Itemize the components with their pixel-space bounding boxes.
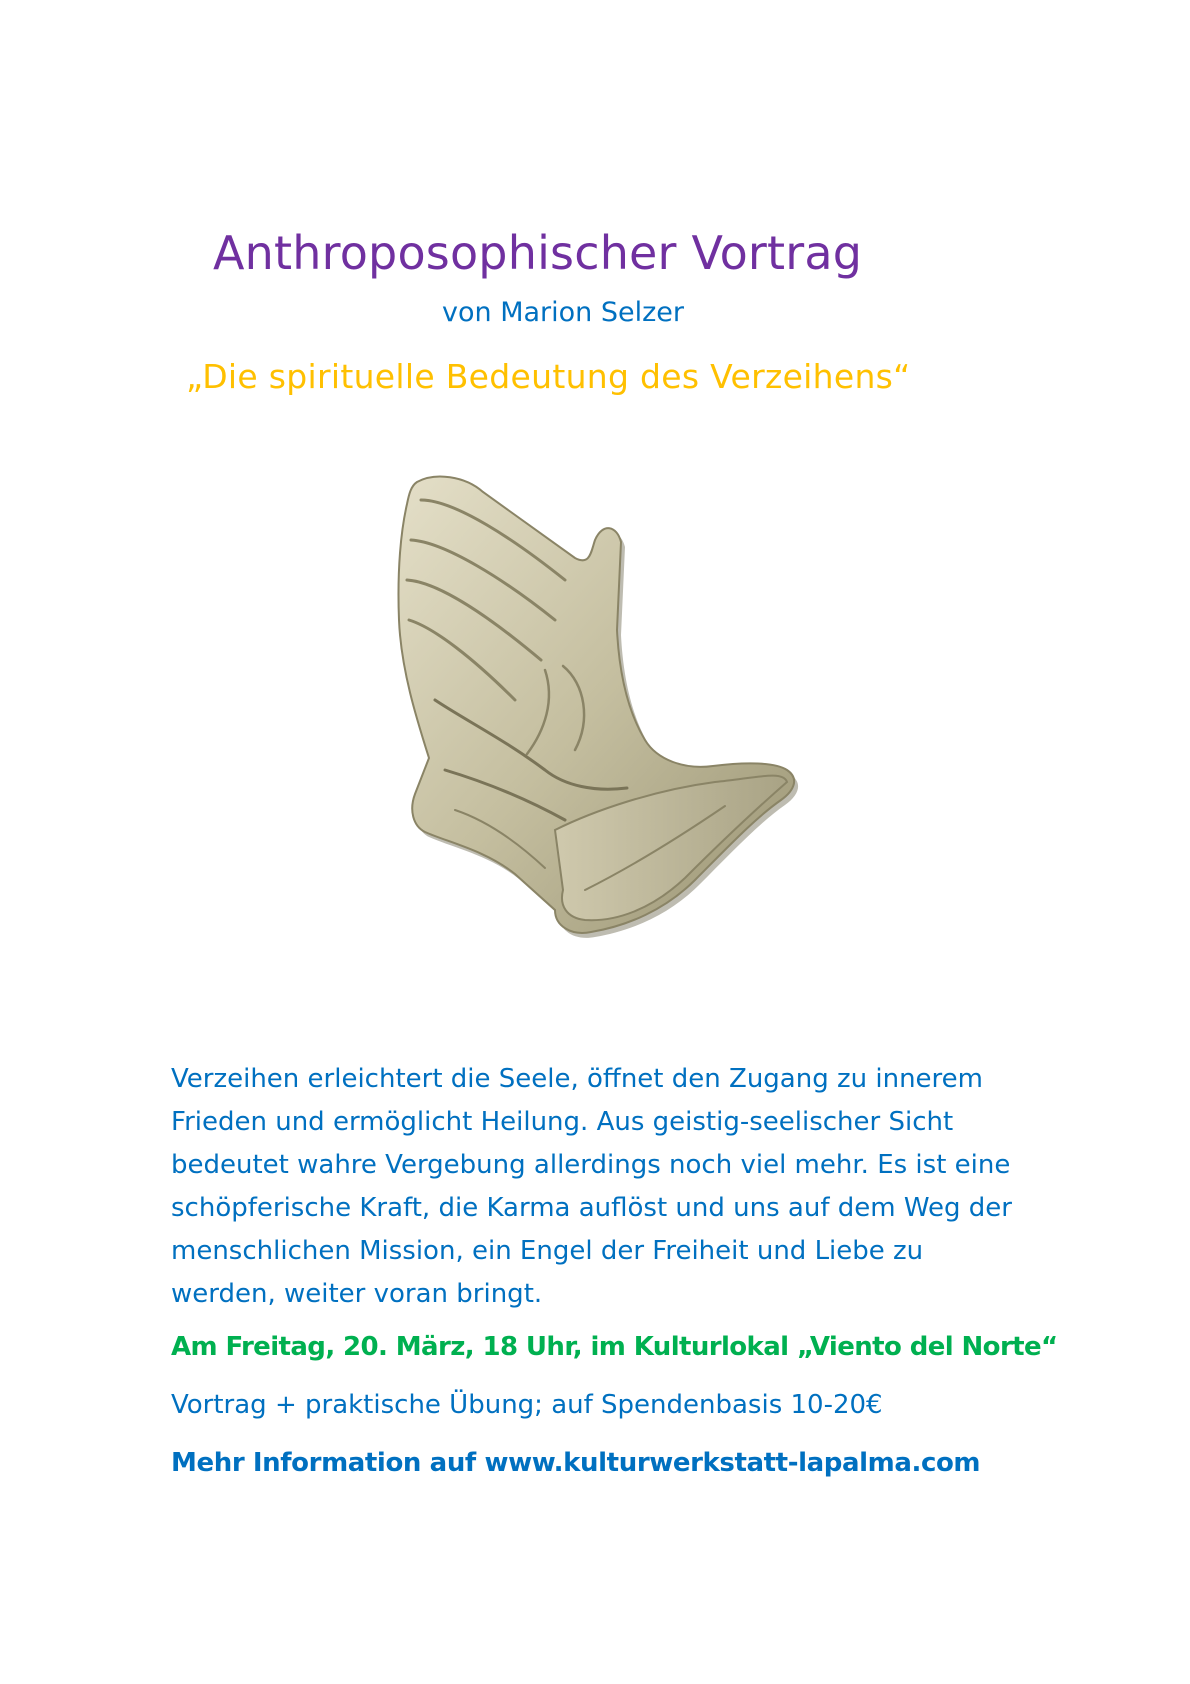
description-line: bedeutet wahre Vergebung allerdings noch viel mehr. Es ist eine [171,1150,1011,1180]
description-paragraph [171,1058,1071,1316]
event-details: Am Freitag, 20. März, 18 Uhr, im Kulturlokal „Viento del Norte“ [171,1332,1058,1362]
praying-hands-icon [395,470,835,960]
lecture-subtitle: „Die spirituelle Bedeutung des Verzeihens“ [186,357,911,396]
description-line: Verzeihen erleichtert die Seele, öffnet den Zugang zu innerem [171,1064,983,1094]
author-line: von Marion Selzer [442,297,684,328]
description-line: Frieden und ermöglicht Heilung. Aus geistig-seelischer Sicht [171,1107,954,1137]
page-title: Anthroposophischer Vortrag [213,226,863,280]
description-line: werden, weiter voran bringt. [171,1279,543,1309]
description-line: menschlichen Mission, ein Engel der Freiheit und Liebe zu [171,1236,924,1266]
description-line: schöpferische Kraft, die Karma auflöst und uns auf dem Weg der [171,1193,1012,1223]
price-info: Vortrag + praktische Übung; auf Spendenbasis 10-20€ [171,1390,883,1420]
more-info-link[interactable]: Mehr Information auf www.kulturwerkstatt-lapalma.com [171,1448,981,1478]
